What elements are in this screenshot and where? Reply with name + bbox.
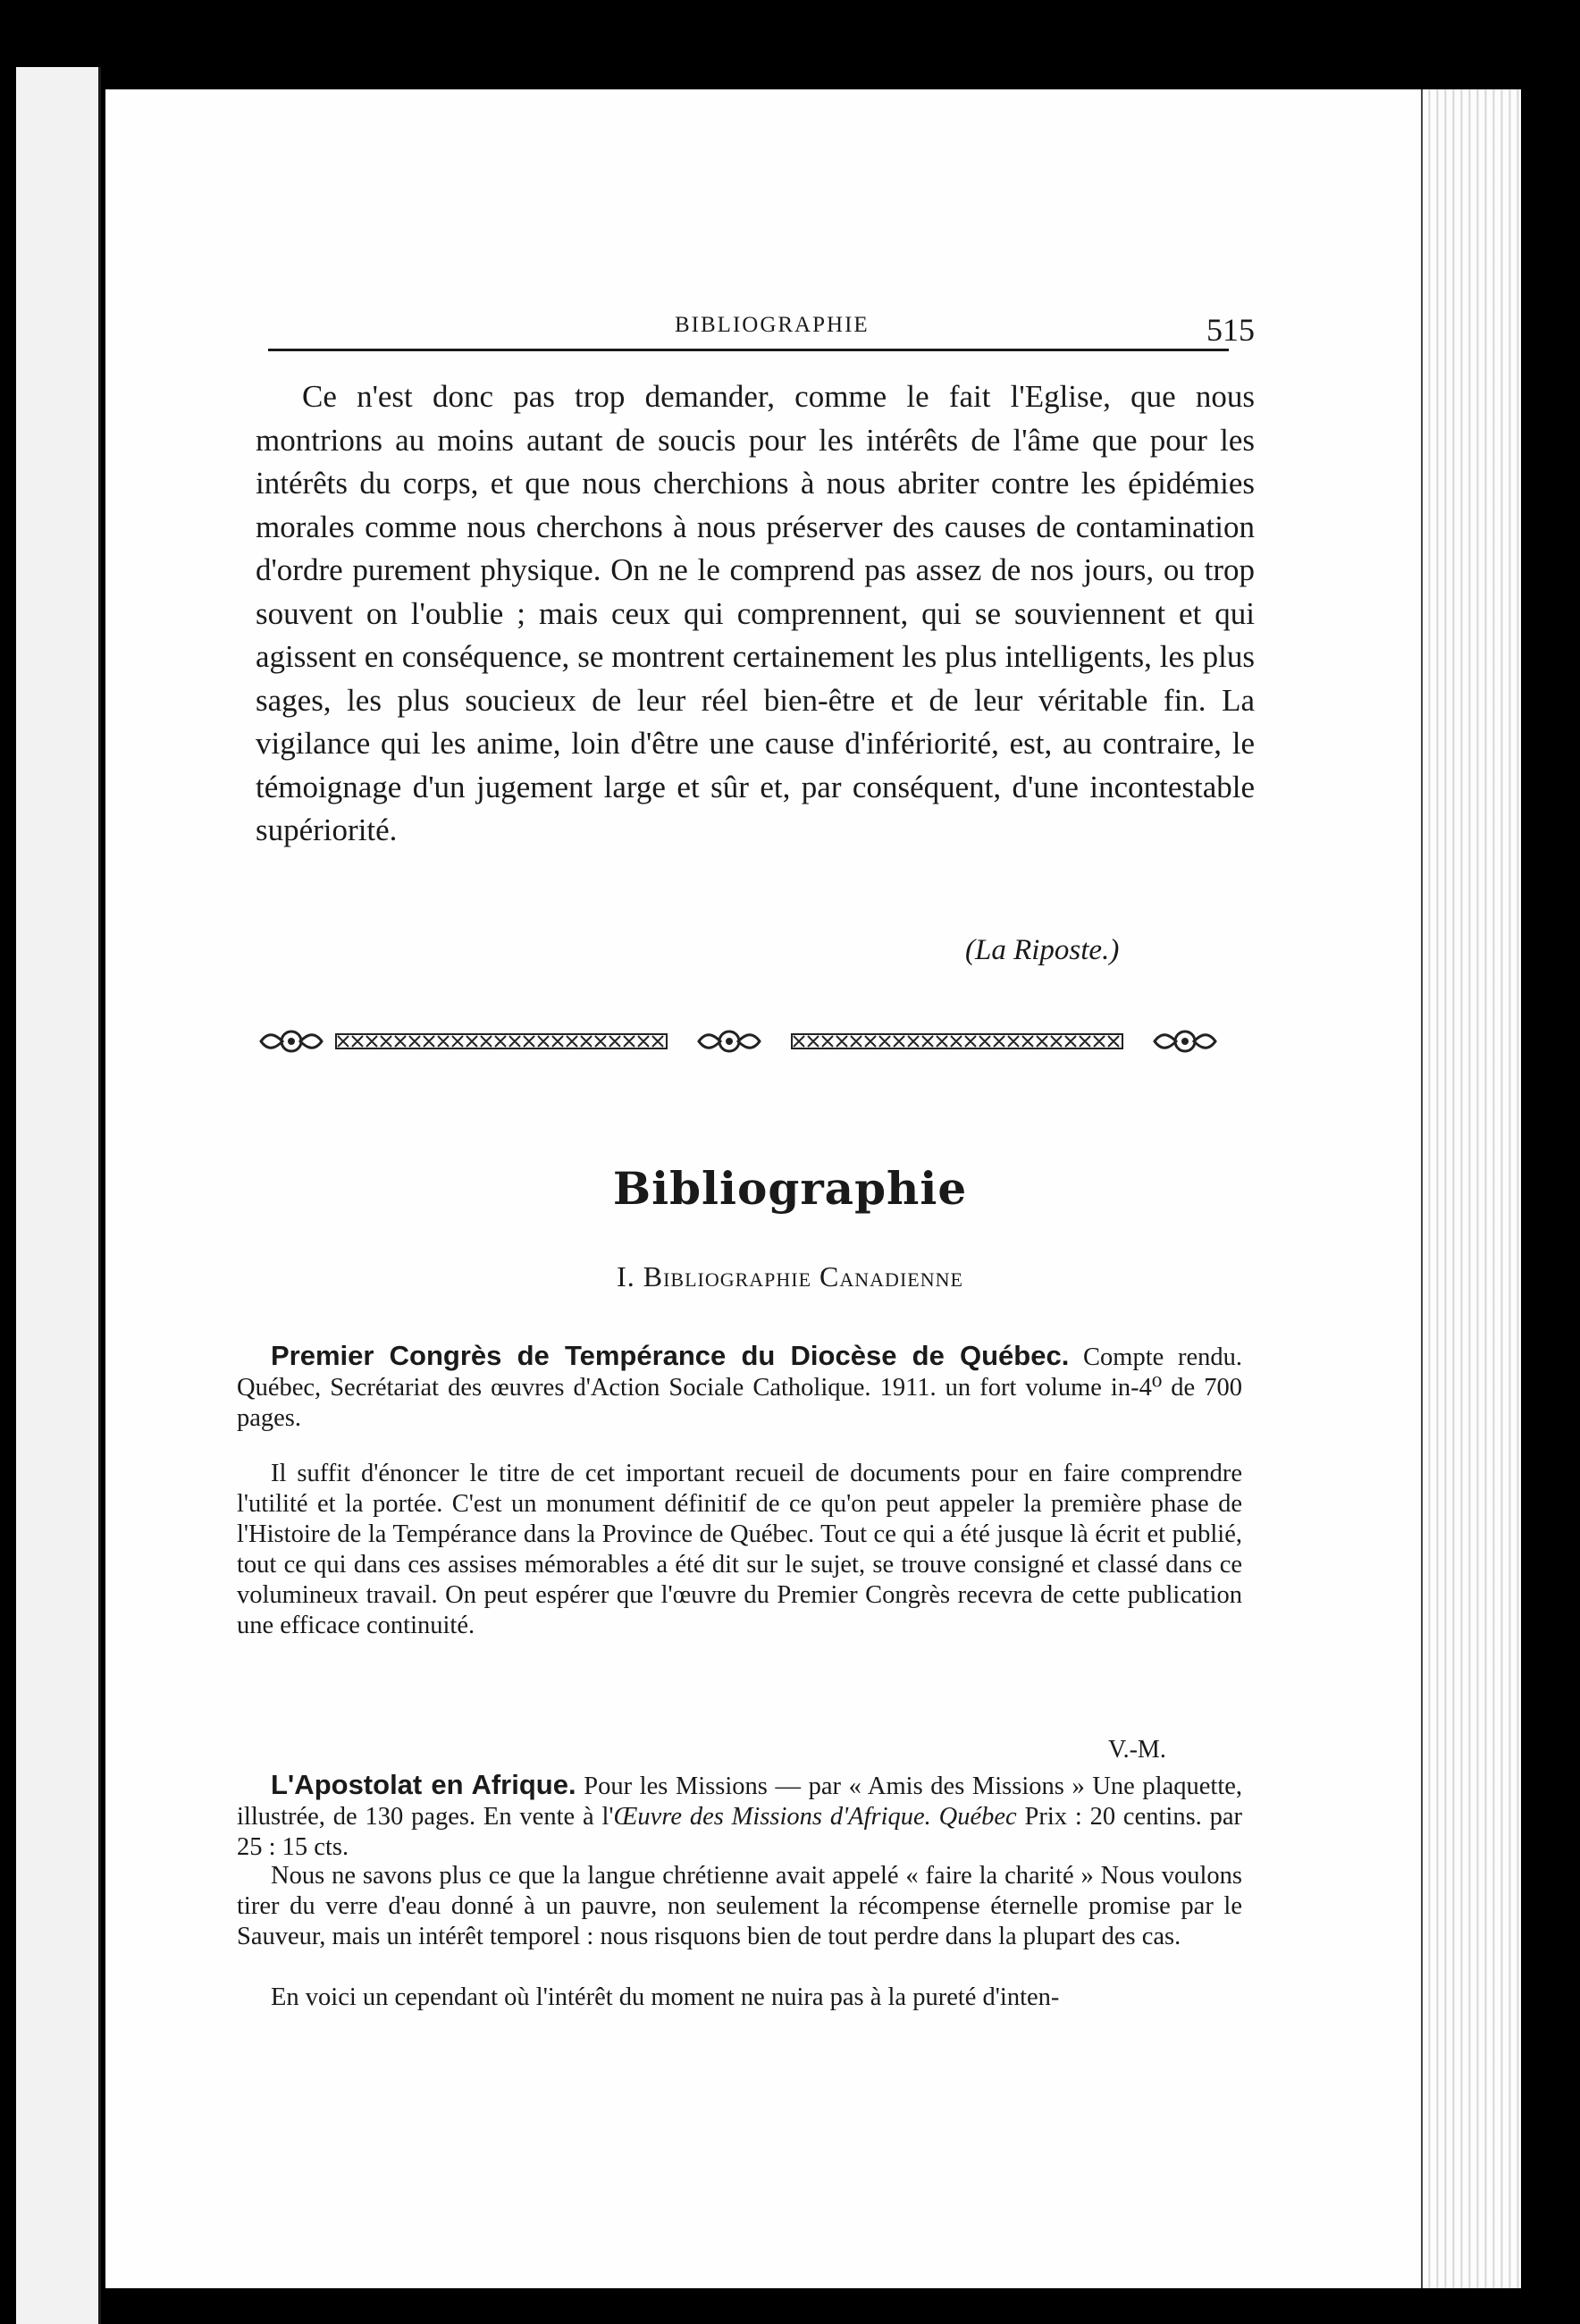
page-number: 515	[1206, 312, 1255, 348]
entry-1-heading	[237, 1341, 1242, 1434]
source-attribution: (La Riposte.)	[965, 934, 1120, 966]
section-title: Bibliographie	[612, 1162, 968, 1215]
subsection-title: I. Bibliographie Canadienne	[617, 1260, 963, 1293]
entry-1-signature: V.-M.	[1108, 1736, 1166, 1764]
entry-2-body-1: Nous ne savons plus ce que la langue chrétienne avait appelé « faire la charité » Nous voulons tirer du verre d'eau donné à un pauvre, non seulement la récompense éternelle promise par le Sauveur, mais un intérêt temporel : nous risquons bien de tout perdre dans la plupart des cas.	[237, 1862, 1242, 1950]
scan-border-top	[105, 0, 1580, 89]
entry-2-citation-italic: Œuvre des Missions d'Afrique. Québec	[613, 1803, 1017, 1831]
running-title: BIBLIOGRAPHIE	[675, 313, 870, 337]
floral-ornament-icon	[261, 1031, 322, 1051]
floral-ornament-icon	[1155, 1031, 1215, 1051]
entry-2-title: L'Apostolat en Afrique.	[271, 1769, 576, 1800]
ornamental-divider	[256, 1015, 1239, 1068]
entry-1-citation: Compte rendu. Québec, Secrétariat des œuvres d'Action Sociale Catholique. 1911. un fort volume in-4⁰ de 700 pages.	[237, 1343, 1242, 1432]
entry-2-heading	[237, 1770, 1242, 1863]
entry-1-title: Premier Congrès de Tempérance du Diocèse de Québec.	[271, 1340, 1070, 1371]
header-rule	[268, 349, 1229, 351]
entry-1-body: Il suffit d'énoncer le titre de cet important recueil de documents pour en faire comprendre l'utilité et la portée. C'est un monument définitif de ce qu'on peut appeler la première phase de l'Histoire de la Tempérance dans la Province de Québec. Tout ce qui a été jusque là écrit et publié, tout ce qui dans ces assises mémorables a été dit sur le sujet, se trouve consigné et classé dans ce volumineux travail. On peut espérer que l'œuvre du Premier Congrès recevra de cette publication une efficace continuité.	[237, 1460, 1242, 1639]
scan-border-bottom	[105, 2288, 1580, 2324]
entry-2-citation-start: Pour les Missions — par « Amis des Missions » Une plaquette, illustrée, de 130 pages. En vente à l'	[237, 1772, 1243, 1831]
floral-ornament-icon	[699, 1031, 760, 1051]
entry-2-citation-end: Prix : 20 centins. par 25 : 15 cts.	[237, 1803, 1243, 1861]
article-paragraph: Ce n'est donc pas trop demander, comme le fait l'Eglise, que nous montrions au moins autant de soucis pour les intérêts de l'âme que pour les intérêts du corps, et que nous cherchions à nous abriter contre les épidémies morales comme nous cherchons à nous préserver des causes de contamination d'ordre purement physique. On ne le comprend pas assez de nos jours, ou trop souvent on l'oublie ; mais ceux qui comprennent, qui se souviennent et qui agissent en conséquence, se montrent certainement les plus intelligents, les plus sages, les plus soucieux de leur réel bien-être et de leur véritable fin. La vigilance qui les anime, loin d'être une cause d'infériorité, est, au contraire, le témoignage d'un jugement large et sûr et, par conséquent, d'une incontestable supériorité.	[256, 379, 1255, 847]
entry-2-body-2: En voici un cependant où l'intérêt du moment ne nuira pas à la pureté d'inten-	[271, 1983, 1060, 2011]
